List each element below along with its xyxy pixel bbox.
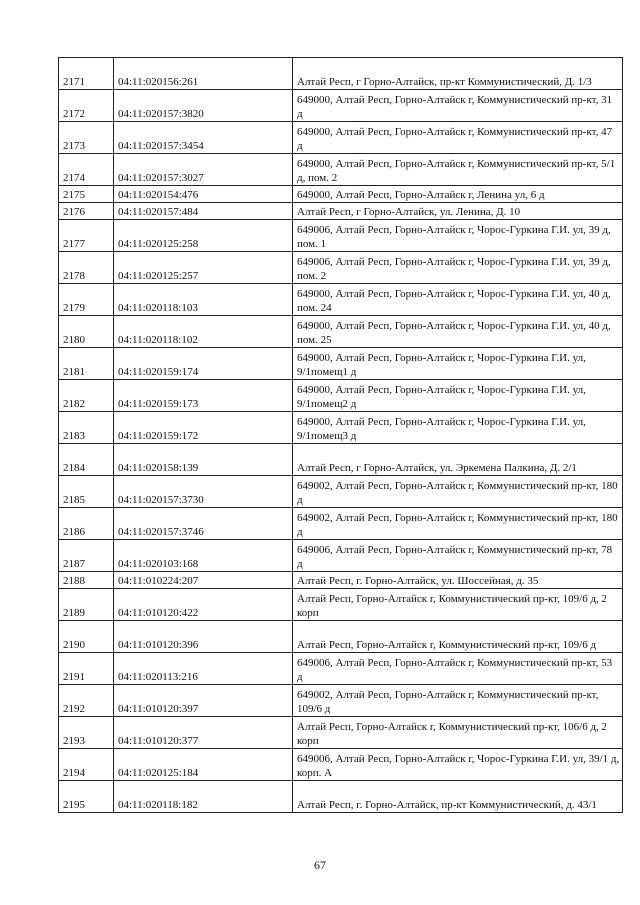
cadastral-number-cell: 04:11:010224:207	[114, 572, 293, 589]
cadastral-number-cell: 04:11:020125:258	[114, 220, 293, 252]
table-row	[59, 621, 623, 653]
table-row	[59, 476, 623, 508]
cadastral-number-cell: 04:11:020118:103	[114, 284, 293, 316]
cadastral-number-cell: 04:11:010120:397	[114, 685, 293, 717]
cadastral-number-cell: 04:11:020159:173	[114, 380, 293, 412]
row-number-cell: 2192	[59, 685, 114, 717]
cadastral-number-cell: 04:11:020157:3730	[114, 476, 293, 508]
cadastral-number-cell: 04:11:020157:3027	[114, 154, 293, 186]
cadastral-number-cell: 04:11:020125:184	[114, 749, 293, 781]
row-number-cell: 2171	[59, 58, 114, 90]
cadastral-number-cell: 04:11:010120:422	[114, 589, 293, 621]
address-cell: 649000, Алтай Респ, Горно-Алтайск г, Чорос-Гуркина Г.И. ул, 9/1помещ1 д	[293, 348, 623, 380]
address-cell: 649000, Алтай Респ, Горно-Алтайск г, Коммунистический пр-кт, 5/1 д, пом. 2	[293, 154, 623, 186]
table-row	[59, 380, 623, 412]
cadastral-number-cell: 04:11:020154:476	[114, 186, 293, 203]
cadastral-number-cell: 04:11:020156:261	[114, 58, 293, 90]
address-cell: 649000, Алтай Респ, Горно-Алтайск г, Чорос-Гуркина Г.И. ул, 9/1помещ2 д	[293, 380, 623, 412]
row-number-cell: 2179	[59, 284, 114, 316]
table-body	[59, 58, 623, 813]
address-cell: 649000, Алтай Респ, Горно-Алтайск г, Чорос-Гуркина Г.И. ул, 40 д, пом. 25	[293, 316, 623, 348]
address-cell: Алтай Респ, Горно-Алтайск г, Коммунистический пр-кт, 106/6 д, 2 корп	[293, 717, 623, 749]
table-row	[59, 284, 623, 316]
address-cell: 649006, Алтай Респ, Горно-Алтайск г, Чорос-Гуркина Г.И. ул, 39 д, пом. 1	[293, 220, 623, 252]
address-cell: 649006, Алтай Респ, Горно-Алтайск г, Чорос-Гуркина Г.И. ул, 39 д, пом. 2	[293, 252, 623, 284]
table-row	[59, 653, 623, 685]
row-number-cell: 2188	[59, 572, 114, 589]
table-row	[59, 122, 623, 154]
table-row	[59, 781, 623, 813]
address-cell: 649006, Алтай Респ, Горно-Алтайск г, Коммунистический пр-кт, 53 д	[293, 653, 623, 685]
cadastral-number-cell: 04:11:020157:3746	[114, 508, 293, 540]
address-cell: 649000, Алтай Респ, Горно-Алтайск г, Коммунистический пр-кт, 31 д	[293, 90, 623, 122]
table-row	[59, 572, 623, 589]
table-row	[59, 154, 623, 186]
row-number-cell: 2173	[59, 122, 114, 154]
address-cell: 649002, Алтай Респ, Горно-Алтайск г, Коммунистический пр-кт, 109/6 д	[293, 685, 623, 717]
address-cell: Алтай Респ, г Горно-Алтайск, пр-кт Коммунистический, Д. 1/3	[293, 58, 623, 90]
cadastral-number-cell: 04:11:020157:3820	[114, 90, 293, 122]
table-row	[59, 203, 623, 220]
cadastral-number-cell: 04:11:010120:377	[114, 717, 293, 749]
row-number-cell: 2182	[59, 380, 114, 412]
row-number-cell: 2184	[59, 444, 114, 476]
cadastral-number-cell: 04:11:020118:102	[114, 316, 293, 348]
table-row	[59, 412, 623, 444]
table-row	[59, 749, 623, 781]
address-cell: 649006, Алтай Респ, Горно-Алтайск г, Коммунистический пр-кт, 78 д	[293, 540, 623, 572]
row-number-cell: 2174	[59, 154, 114, 186]
address-cell: 649006, Алтай Респ, Горно-Алтайск г, Чорос-Гуркина Г.И. ул, 39/1 д, корп. А	[293, 749, 623, 781]
row-number-cell: 2187	[59, 540, 114, 572]
address-cell: 649000, Алтай Респ, Горно-Алтайск г, Ленина ул, 6 д	[293, 186, 623, 203]
cadastral-number-cell: 04:11:020158:139	[114, 444, 293, 476]
row-number-cell: 2195	[59, 781, 114, 813]
row-number-cell: 2183	[59, 412, 114, 444]
address-cell: 649000, Алтай Респ, Горно-Алтайск г, Чорос-Гуркина Г.И. ул, 40 д, пом. 24	[293, 284, 623, 316]
cadastral-number-cell: 04:11:020159:174	[114, 348, 293, 380]
address-cell: Алтай Респ, г Горно-Алтайск, ул. Ленина, Д. 10	[293, 203, 623, 220]
table-row	[59, 220, 623, 252]
table-row	[59, 508, 623, 540]
table-row	[59, 186, 623, 203]
cadastral-number-cell: 04:11:020157:3454	[114, 122, 293, 154]
cadastral-number-cell: 04:11:020125:257	[114, 252, 293, 284]
address-cell: 649000, Алтай Респ, Горно-Алтайск г, Чорос-Гуркина Г.И. ул, 9/1помещ3 д	[293, 412, 623, 444]
table-row	[59, 717, 623, 749]
row-number-cell: 2180	[59, 316, 114, 348]
row-number-cell: 2190	[59, 621, 114, 653]
row-number-cell: 2189	[59, 589, 114, 621]
cadastral-number-cell: 04:11:020157:484	[114, 203, 293, 220]
cadastral-number-cell: 04:11:020118:182	[114, 781, 293, 813]
table-row	[59, 90, 623, 122]
address-cell: Алтай Респ, г. Горно-Алтайск, пр-кт Коммунистический, д. 43/1	[293, 781, 623, 813]
cadastral-number-cell: 04:11:010120:396	[114, 621, 293, 653]
cadastral-number-cell: 04:11:020113:216	[114, 653, 293, 685]
address-cell: Алтай Респ, г. Горно-Алтайск, ул. Шоссейная, д. 35	[293, 572, 623, 589]
address-cell: 649000, Алтай Респ, Горно-Алтайск г, Коммунистический пр-кт, 47 д	[293, 122, 623, 154]
table-row	[59, 348, 623, 380]
property-table	[58, 57, 623, 813]
address-cell: Алтай Респ, Горно-Алтайск г, Коммунистический пр-кт, 109/6 д, 2 корп	[293, 589, 623, 621]
row-number-cell: 2186	[59, 508, 114, 540]
row-number-cell: 2176	[59, 203, 114, 220]
table-row	[59, 58, 623, 90]
address-cell: Алтай Респ, Горно-Алтайск г, Коммунистический пр-кт, 109/6 д	[293, 621, 623, 653]
row-number-cell: 2172	[59, 90, 114, 122]
cadastral-number-cell: 04:11:020159:172	[114, 412, 293, 444]
table-row	[59, 589, 623, 621]
row-number-cell: 2185	[59, 476, 114, 508]
cadastral-number-cell: 04:11:020103:168	[114, 540, 293, 572]
table-row	[59, 252, 623, 284]
address-cell: 649002, Алтай Респ, Горно-Алтайск г, Коммунистический пр-кт, 180 д	[293, 508, 623, 540]
row-number-cell: 2193	[59, 717, 114, 749]
page-number: 67	[314, 858, 326, 872]
table-row	[59, 444, 623, 476]
table-row	[59, 540, 623, 572]
row-number-cell: 2194	[59, 749, 114, 781]
row-number-cell: 2175	[59, 186, 114, 203]
table-row	[59, 316, 623, 348]
address-cell: 649002, Алтай Респ, Горно-Алтайск г, Коммунистический пр-кт, 180 д	[293, 476, 623, 508]
row-number-cell: 2178	[59, 252, 114, 284]
row-number-cell: 2177	[59, 220, 114, 252]
row-number-cell: 2191	[59, 653, 114, 685]
table-row	[59, 685, 623, 717]
address-cell: Алтай Респ, г Горно-Алтайск, ул. Эркемена Палкина, Д. 2/1	[293, 444, 623, 476]
row-number-cell: 2181	[59, 348, 114, 380]
